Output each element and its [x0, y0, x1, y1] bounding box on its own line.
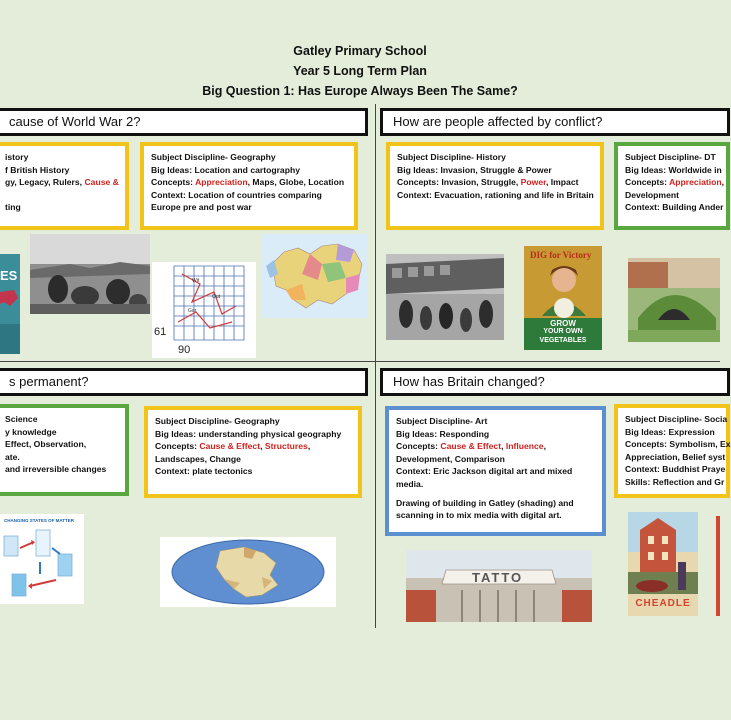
- q2-history-card: [386, 142, 604, 230]
- big-question-title: Big Question 1: Has Europe Always Been The Same?: [202, 84, 518, 98]
- ww2-book-cover-image: ES: [0, 254, 20, 354]
- q3-sci-l1: Science: [5, 414, 38, 424]
- q1-history-l3: gy, Legacy, Rulers, Cause &: [5, 177, 119, 188]
- svg-text:Wit: Wit: [192, 278, 200, 284]
- q1-geography-card: [140, 142, 358, 230]
- q4-soc-l2: Big Ideas: Expression: [625, 426, 715, 437]
- q4-soc-l5: Context: Buddhist Praye: [625, 464, 726, 475]
- horizontal-divider: [0, 361, 720, 362]
- q4-art-l6: media.: [396, 478, 424, 489]
- q4-question-box: How has Britain changed?: [380, 368, 730, 396]
- coordinate-grid-image: [152, 262, 256, 358]
- school-name: Gatley Primary School: [293, 44, 427, 58]
- q3-geo-l5: Context: plate tectonics: [155, 466, 253, 477]
- q2-dt-l5: Context: Building Ander: [625, 202, 724, 213]
- cheadle-poster: [628, 512, 698, 616]
- q4-art-l5: Context: Eric Jackson digital art and mixed: [396, 466, 573, 477]
- q3-sci-l5: and irreversible changes: [5, 464, 107, 475]
- q2-dt-l3: Concepts: Appreciation,: [625, 177, 725, 188]
- q3-geo-l3: Concepts: Cause & Effect, Structures,: [155, 441, 311, 452]
- q4-social-card: [614, 404, 730, 498]
- q4-art-card: [385, 406, 606, 536]
- q3-sci-l4: ate.: [5, 451, 20, 462]
- q1-geo-l1: Subject Discipline- Geography: [151, 152, 276, 162]
- q4-soc-l4: Appreciation, Belief syst: [625, 451, 726, 462]
- matter-title: CHANGING STATES OF MATTER: [4, 518, 74, 523]
- poster-line-vegetables: VEGETABLES: [539, 337, 587, 344]
- q4-soc-l6: Skills: Reflection and Gr: [625, 476, 725, 487]
- q1-geo-l5: Europe pre and post war: [151, 202, 252, 213]
- q1-geo-l4: Context: Location of countries comparing: [151, 189, 322, 200]
- poster-top-text: DIG for Victory: [530, 250, 592, 260]
- q3-geo-l2: Big Ideas: understanding physical geography: [155, 428, 342, 439]
- q2-dt-l2: Big Ideas: Worldwide in: [625, 164, 722, 175]
- q1-question-box: cause of World War 2?: [0, 108, 368, 136]
- q3-geography-card: [144, 406, 362, 498]
- q1-history-card: [0, 142, 129, 230]
- q4-soc-l1: Subject Discipline- Socia: [625, 414, 728, 424]
- d-day-landing-photo: [30, 234, 150, 314]
- tatton-sign: TATTO: [472, 570, 524, 585]
- svg-text:Out: Out: [212, 294, 221, 300]
- q2-dt-l1: Subject Discipline- DT: [625, 152, 716, 162]
- q2-history-l2: Big Ideas: Invasion, Struggle & Power: [397, 164, 552, 175]
- states-of-matter-diagram: [0, 514, 84, 604]
- q3-sci-l3: Effect, Observation,: [5, 439, 87, 450]
- poster-line-your-own: YOUR OWN: [543, 328, 583, 335]
- vertical-divider: [375, 104, 376, 628]
- cheadle-text: CHEADLE: [635, 598, 691, 609]
- q4-art-l7: Drawing of building in Gatley (shading) and: [396, 497, 574, 508]
- svg-text:Gar: Gar: [188, 308, 197, 314]
- q4-art-l8: scanning in to mix media with digital art.: [396, 510, 562, 521]
- q2-history-l4: Context: Evacuation, rationing and life in Britain: [397, 189, 594, 200]
- anderson-shelter-photo: [628, 258, 720, 342]
- q1-history-l1: istory: [5, 152, 29, 162]
- q2-dt-l4: Development: [625, 189, 679, 200]
- q3-question-box: s permanent?: [0, 368, 368, 396]
- q4-art-l1: Subject Discipline- Art: [396, 416, 488, 426]
- q2-question-box: How are people affected by conflict?: [380, 108, 730, 136]
- q2-history-l1: Subject Discipline- History: [397, 152, 506, 162]
- evacuation-train-photo: [386, 254, 504, 340]
- q1-history-l5: ting: [5, 202, 21, 213]
- europe-map-image: [262, 234, 368, 318]
- q1-geo-l2: Big Ideas: Location and cartography: [151, 164, 300, 175]
- q4-art-l3: Concepts: Cause & Effect, Influence,: [396, 441, 546, 452]
- q3-geo-l4: Landscapes, Change: [155, 453, 241, 464]
- poster-line-grow: GROW: [550, 319, 576, 328]
- plan-title: Year 5 Long Term Plan: [293, 64, 427, 78]
- q2-history-l3: Concepts: Invasion, Struggle, Power, Impact: [397, 177, 579, 188]
- grid-label-bottom: 90: [178, 344, 191, 356]
- q3-science-card: [0, 404, 129, 496]
- dig-for-victory-poster: [524, 246, 602, 350]
- q4-art-l2: Big Ideas: Responding: [396, 428, 490, 439]
- q1-history-l2: f British History: [5, 164, 70, 175]
- q2-dt-card: [614, 142, 730, 230]
- pangaea-map-image: [160, 537, 336, 607]
- tatton-building-photo: [406, 550, 592, 622]
- q3-sci-l2: y knowledge: [5, 426, 57, 437]
- q3-geo-l1: Subject Discipline- Geography: [155, 416, 280, 426]
- q4-soc-l3: Concepts: Symbolism, Ex: [625, 439, 731, 450]
- edge-poster-fragment: [716, 516, 720, 616]
- grid-label-left: 61: [154, 326, 167, 338]
- q1-geo-l3: Concepts: Appreciation, Maps, Globe, Location: [151, 177, 345, 188]
- q4-art-l4: Development, Comparison: [396, 453, 505, 464]
